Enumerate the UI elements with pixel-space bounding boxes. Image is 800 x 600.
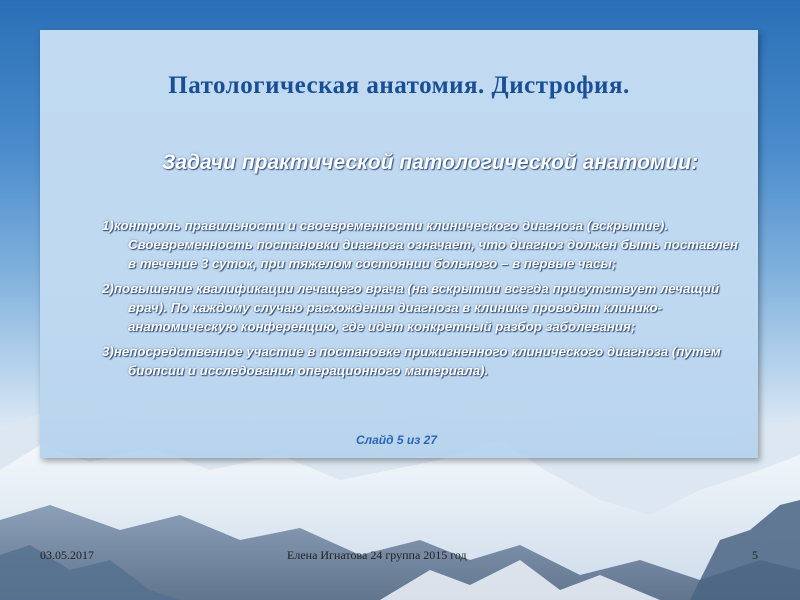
footer-author: Елена Игнатова 24 группа 2015 год [287,548,467,562]
slide-subtitle: Задачи практической патологической анатомии: [161,151,699,174]
footer-date: 03.05.2017 [40,548,94,562]
task-item-1: 1)контроль правильности и своевременности клинического диагноза (вскрытие). Своевременность постановки диагноза означает, что диагноз должен быть поставлен в течение 3 суток, при тяжелом состоянии больного – в первые часы; [102,218,739,271]
footer-page-number: 5 [752,548,758,562]
slide-counter: Слайд 5 из 27 [356,433,438,447]
slide-title: Патологическая анатомия. Дистрофия. [168,72,630,99]
task-item-3: 3)непосредственное участие в постановке прижизненного клинического диагноза (путем биопсии и исследования операционного материала). [102,344,721,378]
task-list [102,216,742,386]
task-item-2: 2)повышение квалификации лечащего врача (на вскрытии всегда присутствует лечащий врач). По каждому случаю расхождения диагноза в клинике проводят клинико-анатомическую конференцию, где идет конкретный разбор заболевания; [102,281,720,334]
